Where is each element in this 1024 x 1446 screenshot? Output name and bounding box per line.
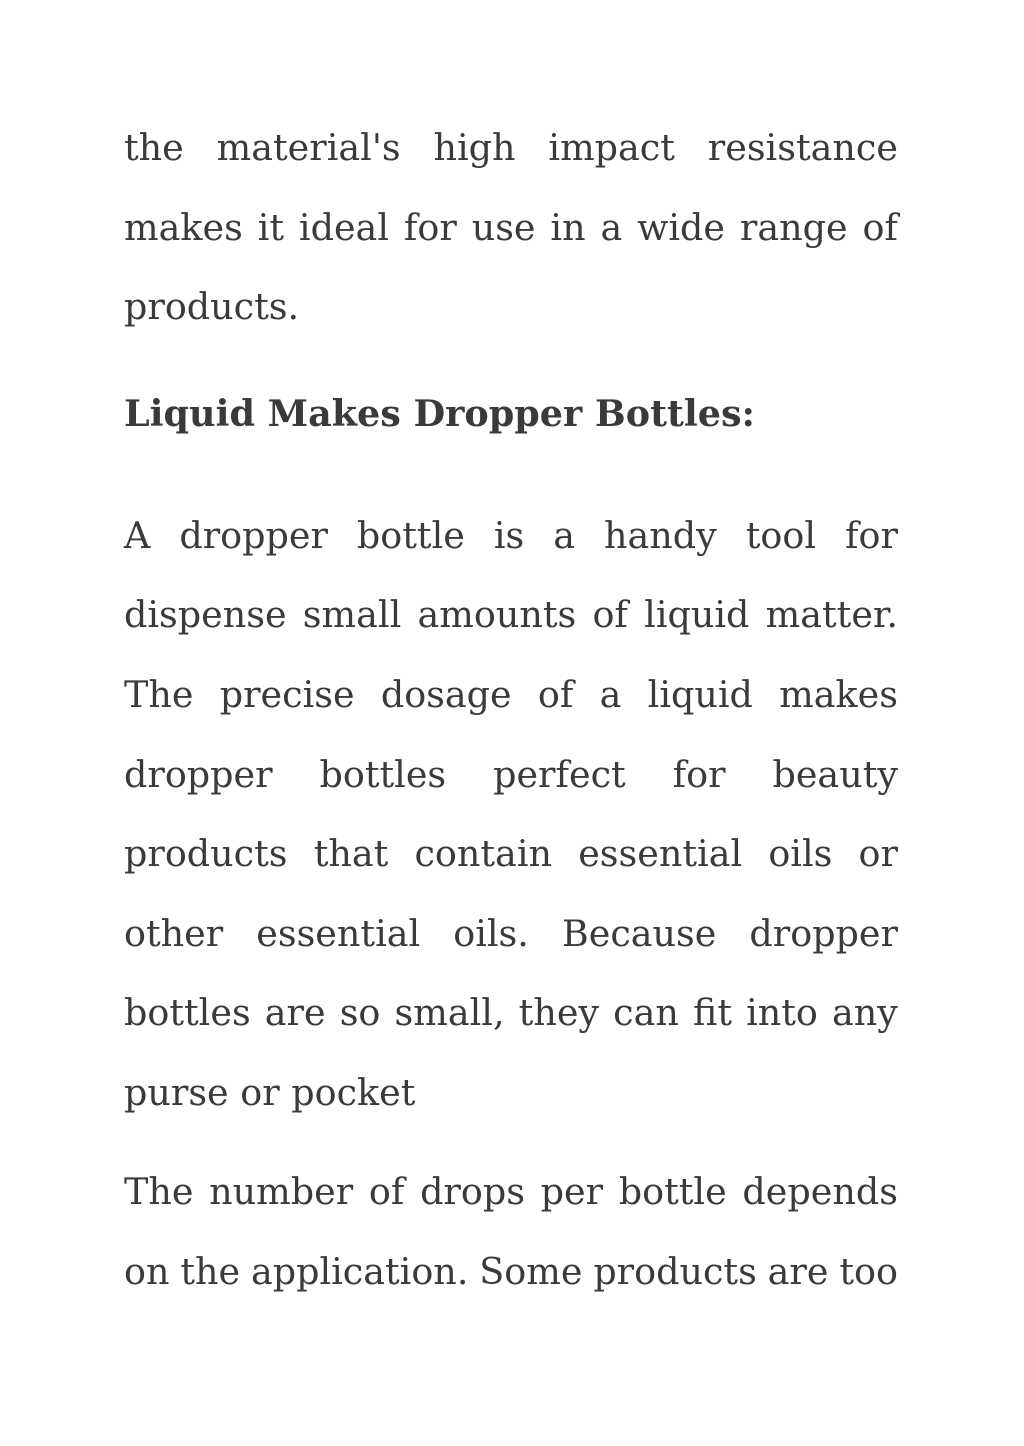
- paragraph-line: dropper bottles perfect for beauty: [124, 753, 898, 796]
- paragraph-line: makes it ideal for use in a wide range of: [124, 206, 898, 249]
- paragraph-line: products.: [124, 285, 300, 328]
- paragraph-line: The number of drops per bottle depends: [124, 1170, 898, 1213]
- paragraph-line: dispense small amounts of liquid matter.: [124, 593, 898, 636]
- paragraph-line: purse or pocket: [124, 1071, 416, 1114]
- paragraph-line: the material's high impact resistance: [124, 126, 898, 169]
- paragraph-line: products that contain essential oils or: [124, 832, 898, 875]
- paragraph-line: The precise dosage of a liquid makes: [124, 673, 898, 716]
- section-heading: Liquid Makes Dropper Bottles:: [124, 392, 755, 435]
- paragraph-line: on the application. Some products are too: [124, 1250, 898, 1293]
- paragraph-line: bottles are so small, they can fit into any: [124, 991, 898, 1034]
- paragraph-line: A dropper bottle is a handy tool for: [124, 514, 898, 557]
- paragraph-line: other essential oils. Because dropper: [124, 912, 898, 955]
